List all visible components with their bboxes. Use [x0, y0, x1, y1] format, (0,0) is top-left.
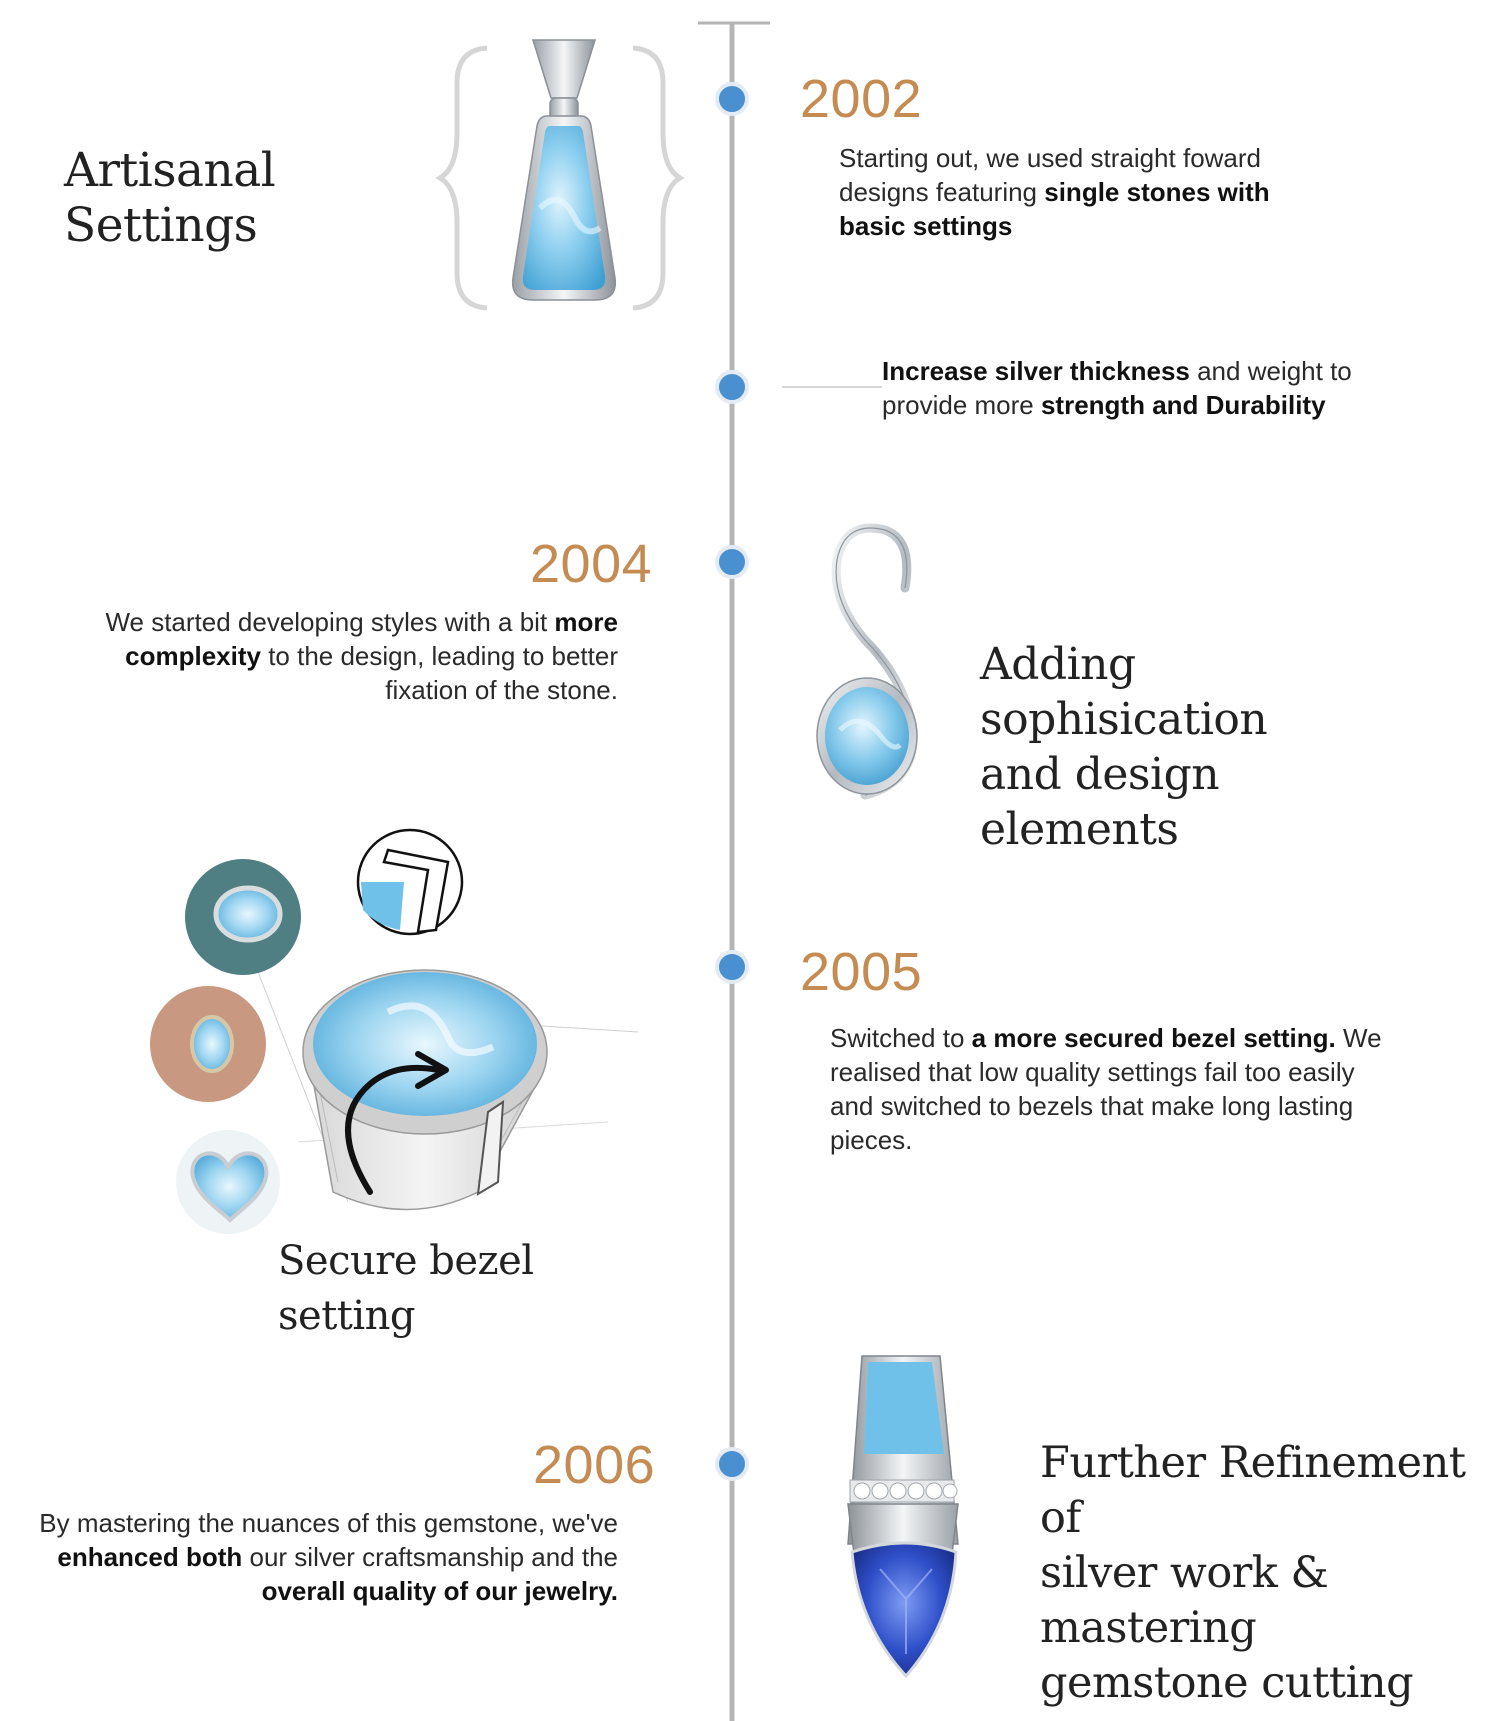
- timeline-dot-strength: [715, 370, 749, 404]
- desc-2004-bold: more complexity: [125, 607, 618, 671]
- desc-2004: [82, 605, 618, 707]
- desc-strength: [882, 354, 1422, 422]
- bezel-ring-sketch-icon: [148, 822, 648, 1242]
- desc-2005-text-1: Switched to: [830, 1023, 972, 1053]
- heading-sophistication-line-1: Adding sophisication: [980, 639, 1268, 745]
- heading-refinement-line-1: Further Refinement of: [1040, 1438, 1466, 1543]
- desc-2004-text-1: We started developing styles with a bit: [105, 607, 555, 637]
- heading-refinement-line-2: silver work & mastering: [1040, 1548, 1329, 1653]
- year-2002: 2002: [800, 69, 923, 129]
- triangle-pendant-icon: [435, 38, 685, 318]
- desc-2002: [839, 141, 1339, 243]
- tanzanite-pendant-icon: [840, 1354, 985, 1684]
- timeline-dot-2005: [715, 950, 749, 984]
- desc-2006-text-2: our silver craftsmanship and the: [242, 1542, 618, 1572]
- timeline-dot-2004: [715, 545, 749, 579]
- desc-2002-text: Starting out, we used straight foward designs featuring: [839, 143, 1262, 207]
- desc-2005-text-2: We realised that low quality settings fail too easily and switched to bezels that make long lasting pieces.: [830, 1023, 1382, 1155]
- year-2005: 2005: [800, 942, 923, 1002]
- year-2006: 2006: [533, 1435, 656, 1495]
- desc-2004-text-2: to the design, leading to better fixation of the stone.: [260, 641, 618, 705]
- desc-2005-bold: a more secured bezel setting.: [971, 1023, 1336, 1053]
- timeline-dot-2002: [715, 82, 749, 116]
- heading-refinement: [1040, 1436, 1495, 1711]
- desc-2006-bold-2: overall quality of our jewelry.: [261, 1576, 618, 1606]
- desc-2006: [20, 1506, 618, 1608]
- heading-artisanal-settings: Artisanal Settings: [64, 143, 276, 253]
- heading-refinement-line-3: gemstone cutting: [1040, 1658, 1414, 1708]
- heading-sophistication: [980, 637, 1400, 857]
- heading-sophistication-line-2: and design elements: [980, 749, 1220, 855]
- year-2004: 2004: [530, 534, 653, 594]
- desc-2002-bold: single stones with basic settings: [839, 177, 1270, 241]
- desc-2006-text-1: By mastering the nuances of this gemstone, we've: [39, 1508, 618, 1538]
- timeline-dot-2006: [715, 1447, 749, 1481]
- strength-bold-1: Increase silver thickness: [882, 356, 1190, 386]
- strength-bold-2: strength and Durability: [1040, 390, 1326, 420]
- swirl-pendant-icon: [805, 520, 945, 810]
- caption-bezel: Secure bezel setting: [278, 1238, 534, 1339]
- strength-text: and weight to provide more: [882, 356, 1352, 420]
- desc-2006-bold-1: enhanced both: [57, 1542, 243, 1572]
- desc-2005: [830, 1021, 1390, 1157]
